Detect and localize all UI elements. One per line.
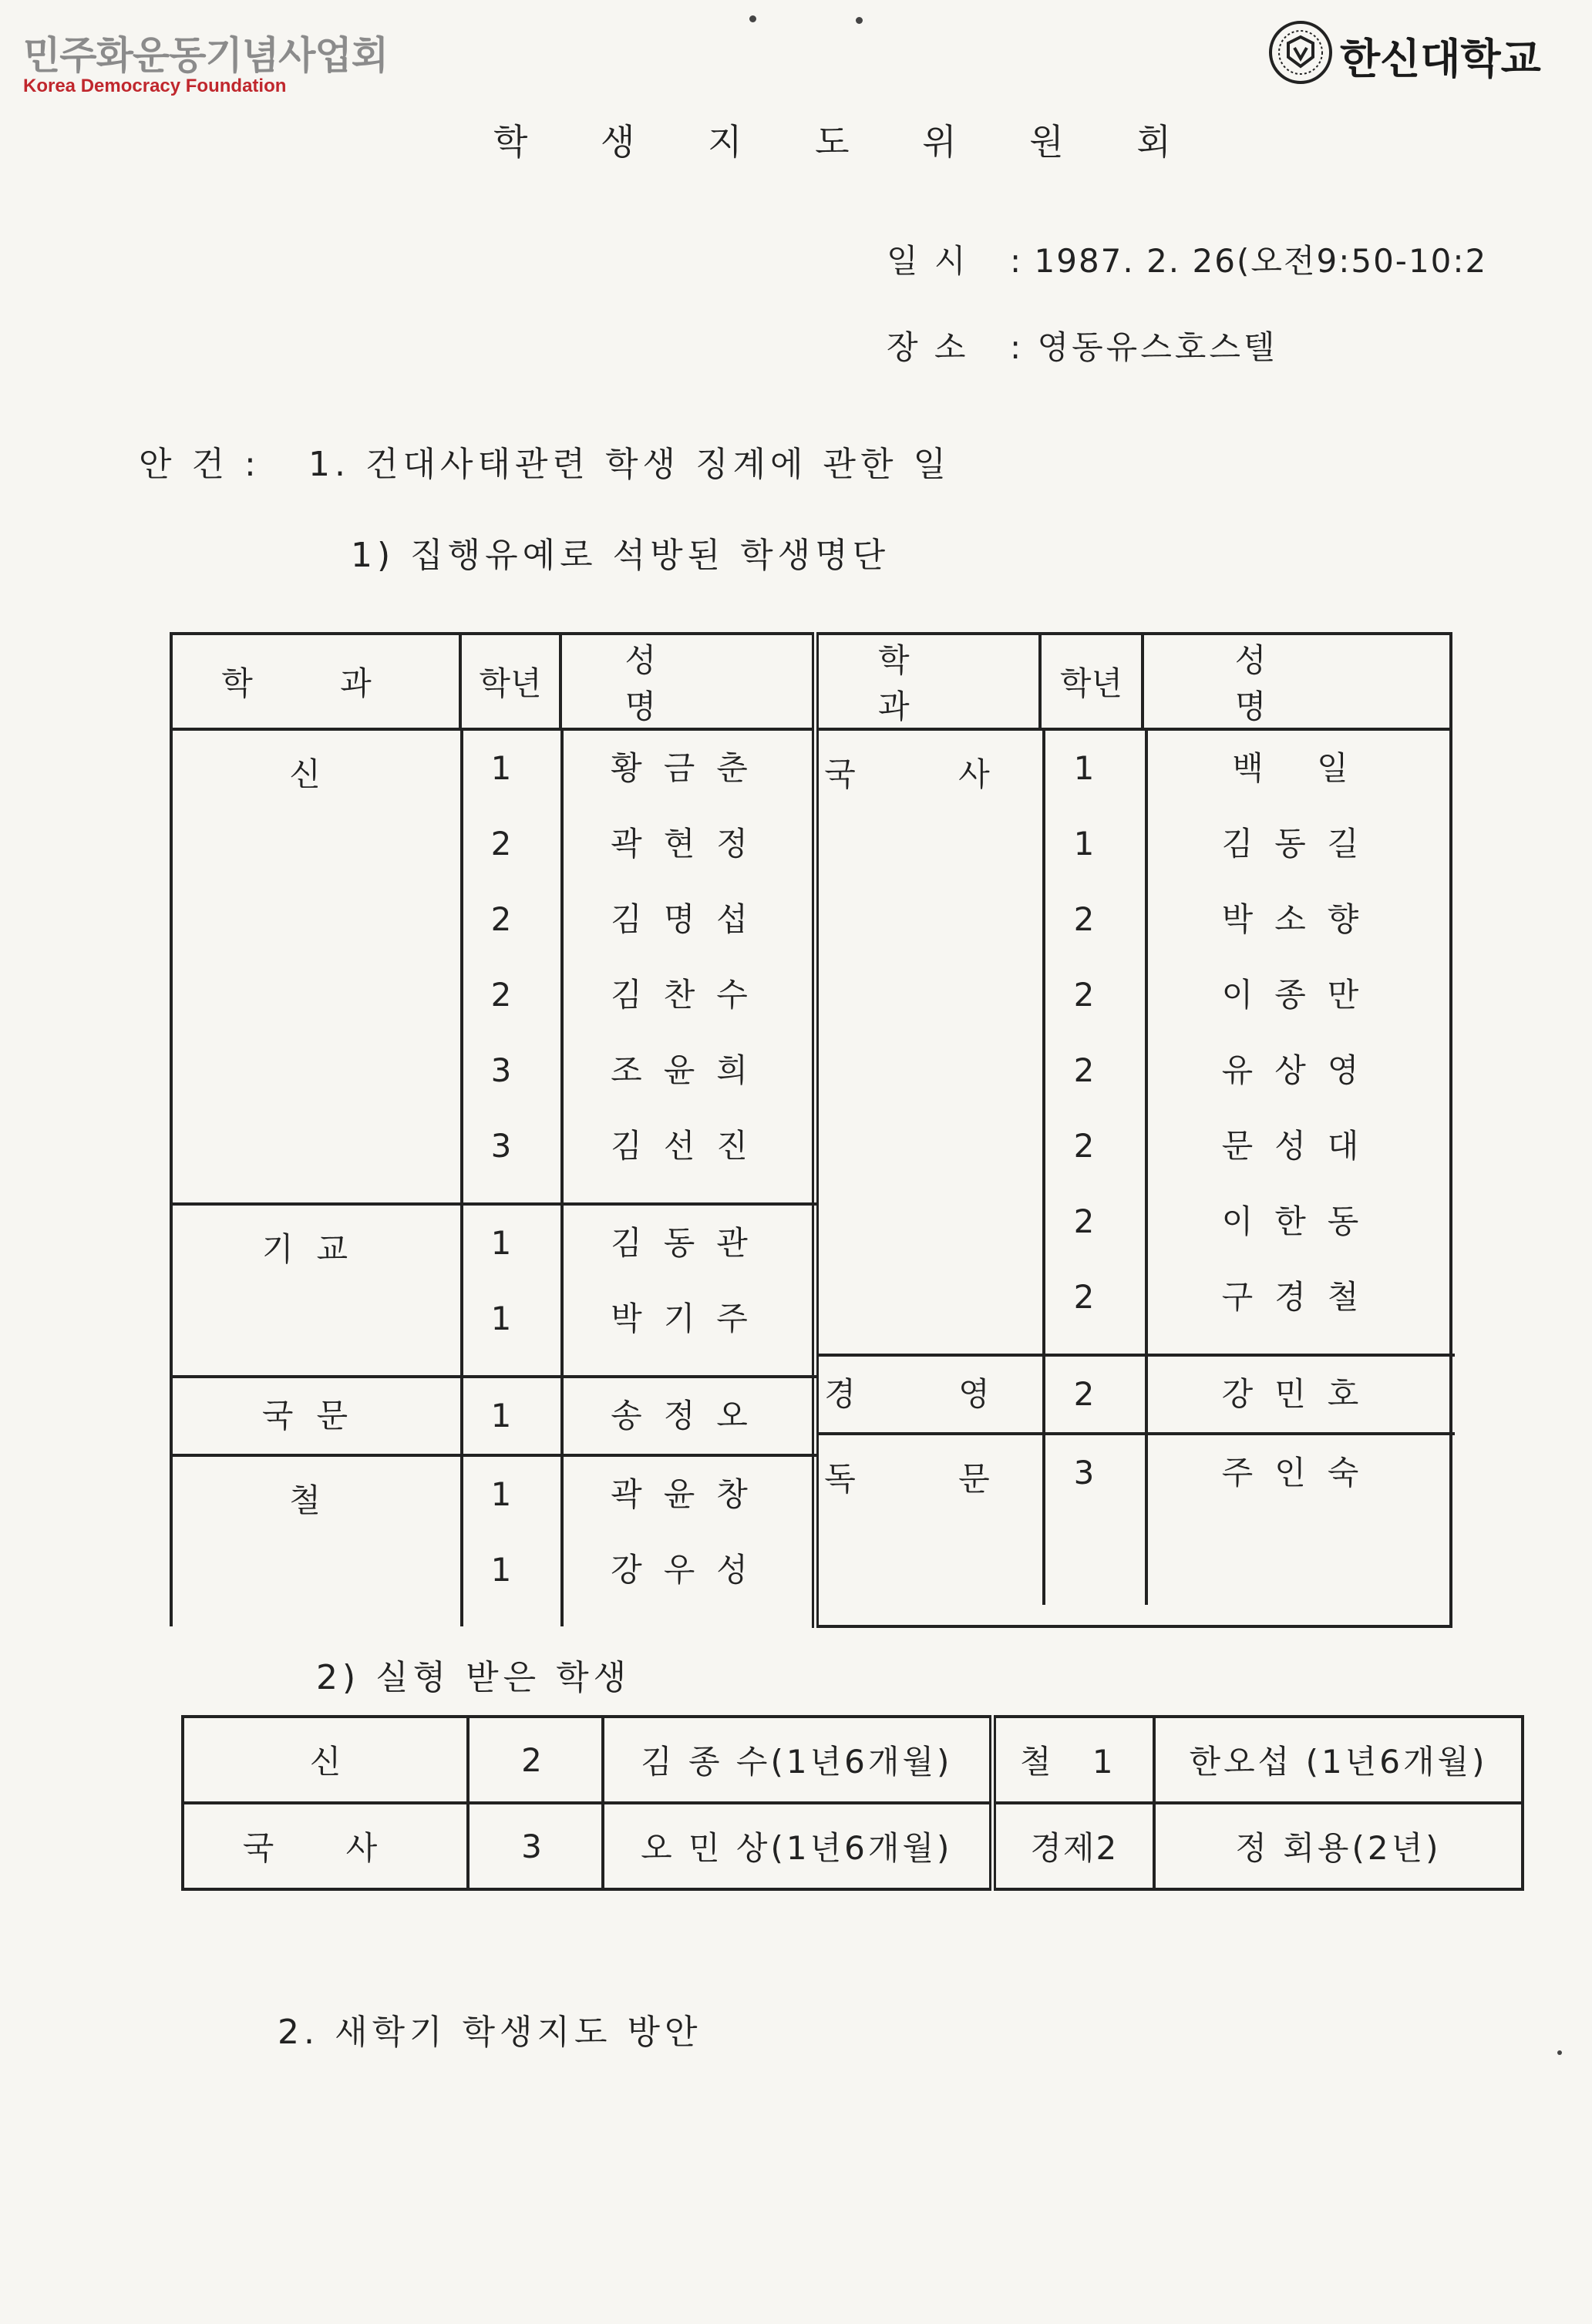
- name-sentence-cell: 오 민 상(1년6개월): [603, 1803, 992, 1889]
- left-half: [171, 729, 815, 1626]
- year-cell: 3: [490, 1051, 533, 1089]
- year-column: [462, 731, 562, 1204]
- name-cell: 김명섭: [611, 900, 769, 938]
- year-cell: 1: [490, 749, 533, 787]
- section-2-title: 2) 실형 받은 학생: [316, 1658, 631, 1697]
- name-cell: 김찬수: [611, 976, 769, 1014]
- ink-mark: [1557, 2050, 1562, 2055]
- year-cell: 2: [1073, 1202, 1116, 1240]
- name-cell: 강우성: [611, 1551, 769, 1589]
- dept-year-cell: 경제2: [992, 1803, 1154, 1889]
- name-cell: 구경철: [1221, 1278, 1381, 1316]
- header-dept-left: 학 과: [171, 634, 460, 729]
- header-year-left: 학년: [460, 634, 560, 729]
- name-cell: 황금춘: [611, 749, 769, 787]
- name-cell: 김동관: [611, 1224, 769, 1262]
- year-cell: 3: [468, 1803, 603, 1889]
- dept-cell-guksa: 국 사: [819, 731, 1044, 1355]
- date-value: : 1987. 2. 26(오전9:50-10:2: [1010, 242, 1488, 280]
- year-cell: 2: [1073, 900, 1116, 938]
- name-column: [562, 1455, 816, 1626]
- university-seal-icon: [1268, 20, 1333, 85]
- year-cell: 3: [490, 1127, 533, 1165]
- dept-cell-cheol: 철: [173, 1455, 462, 1626]
- name-cell: 백 일: [1232, 749, 1370, 787]
- year-cell: 1: [490, 1475, 533, 1513]
- name-cell: 김선진: [611, 1127, 769, 1165]
- year-column: [462, 1455, 562, 1626]
- dept-cell-gigyo: 기교: [173, 1204, 462, 1377]
- year-cell: 2: [1073, 1051, 1116, 1089]
- table-row: [183, 1803, 1523, 1889]
- date-label: 일 시: [887, 242, 969, 280]
- name-cell: 곽윤창: [611, 1475, 769, 1513]
- name-column: [1146, 1355, 1455, 1434]
- header-year-right: 학년: [1040, 634, 1143, 729]
- year-cell: 1: [490, 1551, 533, 1589]
- name-sentence-cell: 한오섭 (1년6개월): [1154, 1717, 1523, 1803]
- year-cell: 2: [490, 900, 533, 938]
- name-sentence-cell: 정 회용(2년): [1154, 1803, 1523, 1889]
- header-dept-right: 학 과: [815, 634, 1040, 729]
- name-cell: 주인숙: [1221, 1454, 1381, 1492]
- foundation-logo-english: Korea Democracy Foundation: [23, 76, 287, 96]
- dept-cell: 국 사: [183, 1803, 468, 1889]
- name-cell: 이한동: [1221, 1202, 1381, 1240]
- year-column: [1044, 731, 1146, 1355]
- document-title: 학 생 지 도 위 원 회: [493, 121, 1202, 163]
- place-value: : 영동유스호스텔: [1010, 328, 1278, 366]
- year-column: [462, 1204, 562, 1377]
- year-column: [462, 1377, 562, 1455]
- name-column: [562, 1204, 816, 1377]
- dept-cell-dokmun: 독 문: [819, 1434, 1044, 1605]
- year-cell: 2: [468, 1717, 603, 1803]
- dept-cell: 신: [183, 1717, 468, 1803]
- year-cell: 2: [1073, 976, 1116, 1014]
- agenda-label: 안 건 :: [139, 445, 261, 484]
- place-label: 장 소: [887, 328, 969, 366]
- year-cell: 2: [490, 976, 533, 1014]
- agenda-item-1: 1. 건대사태관련 학생 징계에 관한 일: [308, 445, 951, 484]
- name-sentence-cell: 김 종 수(1년6개월): [603, 1717, 992, 1803]
- sentenced-students-table: [181, 1715, 1524, 1891]
- year-cell: 1: [490, 1300, 533, 1337]
- name-column: [1146, 1434, 1455, 1605]
- year-cell: 2: [1073, 1278, 1116, 1316]
- right-half: [815, 729, 1451, 1626]
- name-cell: 박기주: [611, 1300, 769, 1337]
- section-1-title: 1) 집행유예로 석방된 학생명단: [351, 536, 890, 575]
- header-name-left: 성 명: [560, 634, 815, 729]
- dept-year-cell: 철 1: [992, 1717, 1154, 1803]
- dept-cell-gukmun: 국문: [173, 1377, 462, 1455]
- name-cell: 이종만: [1221, 976, 1381, 1014]
- name-cell: 곽현정: [611, 825, 769, 863]
- name-cell: 강민호: [1221, 1375, 1381, 1413]
- year-cell: 1: [490, 1224, 533, 1262]
- year-cell: 2: [1073, 1375, 1116, 1413]
- name-cell: 문성대: [1221, 1127, 1381, 1165]
- name-cell: 김동길: [1221, 825, 1381, 863]
- university-name: 한신대학교: [1340, 35, 1541, 83]
- name-cell: 송정오: [611, 1397, 769, 1434]
- name-cell: 조윤희: [611, 1051, 769, 1089]
- released-students-table: [170, 632, 1452, 1628]
- year-column: [1044, 1434, 1146, 1605]
- name-cell: 유상영: [1221, 1051, 1381, 1089]
- header-name-right: 성 명: [1143, 634, 1451, 729]
- year-cell: 1: [1073, 825, 1116, 863]
- agenda-item-2: 2. 새학기 학생지도 방안: [278, 2013, 702, 2052]
- year-cell: 3: [1073, 1454, 1116, 1492]
- year-cell: 1: [1073, 749, 1116, 787]
- dept-cell-sin: 신: [173, 731, 462, 1204]
- ink-mark: [856, 17, 863, 24]
- year-column: [1044, 1355, 1146, 1434]
- name-cell: 박소향: [1221, 900, 1381, 938]
- name-column: [562, 731, 816, 1204]
- year-cell: 2: [490, 825, 533, 863]
- name-column: [562, 1377, 816, 1455]
- dept-cell-gyeongyeong: 경 영: [819, 1355, 1044, 1434]
- name-column: [1146, 731, 1455, 1355]
- year-cell: 1: [490, 1397, 533, 1434]
- foundation-logo-korean: 민주화운동기념사업회: [23, 33, 388, 78]
- ink-mark: [749, 15, 756, 22]
- year-cell: 2: [1073, 1127, 1116, 1165]
- table-row: [183, 1717, 1523, 1803]
